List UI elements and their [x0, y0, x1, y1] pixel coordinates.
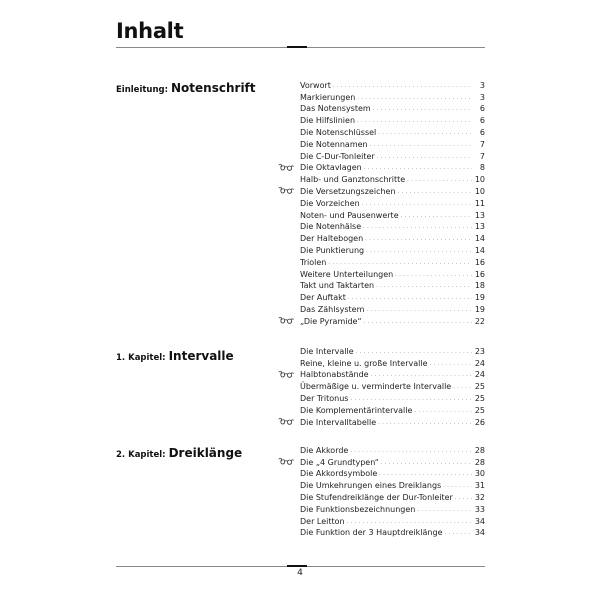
toc-entry	[300, 479, 485, 491]
dot-leader	[355, 347, 472, 357]
glasses-icon	[278, 417, 294, 426]
toc-entry-label: Der Tritonus	[300, 393, 349, 403]
toc-entry-label: Die Notennamen	[300, 139, 368, 149]
toc-entry-page: 16	[472, 270, 485, 280]
dot-leader	[428, 359, 472, 369]
toc-entry-label: Die Stufendreiklänge der Dur-Tonleiter	[300, 492, 453, 502]
toc-entry	[300, 468, 485, 480]
dot-leader	[397, 187, 472, 197]
toc-entry	[300, 150, 485, 162]
top-rule-mark	[287, 46, 307, 48]
toc-entry-label: Der Haltebogen	[300, 234, 364, 244]
toc-entry	[300, 162, 485, 174]
dot-leader	[327, 258, 472, 268]
toc-entry-page: 31	[472, 481, 485, 491]
toc-entry	[300, 527, 485, 539]
dot-leader	[365, 246, 472, 256]
toc-entry-label: Die Akkordsymbole	[300, 469, 378, 479]
toc-entry-label: Die Notenschlüssel	[300, 127, 377, 137]
toc-entry	[300, 221, 485, 233]
toc-list-intervalle	[300, 345, 485, 428]
toc-entry-page: 33	[472, 505, 485, 515]
toc-entry	[300, 114, 485, 126]
toc-entry-label: Die Oktavlagen	[300, 163, 362, 173]
toc-entry-label: Die C-Dur-Tonleiter	[300, 151, 375, 161]
toc-entry	[300, 256, 485, 268]
toc-entry-page: 19	[472, 293, 485, 303]
section-title: Dreiklänge	[168, 446, 243, 460]
toc-list-dreiklaenge	[300, 444, 485, 538]
toc-entry	[300, 103, 485, 115]
toc-entry	[300, 392, 485, 404]
toc-entry-label: Das Zählsystem	[300, 304, 365, 314]
toc-list-einleitung	[300, 79, 485, 327]
dot-leader	[356, 116, 472, 126]
toc-entry-page: 6	[472, 116, 485, 126]
dot-leader	[454, 493, 472, 503]
toc-entry	[300, 232, 485, 244]
glasses-icon	[278, 370, 294, 379]
dot-leader	[442, 481, 472, 491]
glasses-icon	[278, 316, 294, 325]
dot-leader	[363, 317, 472, 327]
toc-entry	[300, 291, 485, 303]
toc-entry-page: 6	[472, 128, 485, 138]
toc-entry-page: 28	[472, 458, 485, 468]
toc-entry-label: Der Leitton	[300, 516, 345, 526]
toc-entry-page: 13	[472, 211, 485, 221]
toc-entry	[300, 280, 485, 292]
dot-leader	[400, 211, 472, 221]
dot-leader	[347, 293, 472, 303]
dot-leader	[375, 281, 472, 291]
toc-entry-label: Übermäßige u. verminderte Intervalle	[300, 382, 452, 392]
toc-entry	[300, 244, 485, 256]
dot-leader	[346, 517, 472, 527]
toc-entry	[300, 79, 485, 91]
toc-entry-page: 25	[472, 382, 485, 392]
toc-entry-page: 30	[472, 469, 485, 479]
toc-entry	[300, 404, 485, 416]
toc-entry-page: 22	[472, 317, 485, 327]
toc-entry-page: 7	[472, 152, 485, 162]
toc-entry-label: Weitere Unterteilungen	[300, 269, 394, 279]
toc-entry-page: 24	[472, 370, 485, 380]
section-title: Notenschrift	[171, 81, 256, 95]
toc-entry-page: 3	[472, 93, 485, 103]
toc-entry	[300, 345, 485, 357]
toc-entry-label: „Die Pyramide“	[300, 316, 362, 326]
toc-entry-label: Die Umkehrungen eines Dreiklangs	[300, 481, 442, 491]
toc-entry-page: 16	[472, 258, 485, 268]
toc-entry-label: Die Hilfslinien	[300, 116, 356, 126]
toc-entry-label: Das Notensystem	[300, 104, 371, 114]
toc-entry-label: Die Komplementärintervalle	[300, 405, 413, 415]
toc-entry-page: 19	[472, 305, 485, 315]
toc-entry-page: 24	[472, 359, 485, 369]
toc-entry-label: Takt und Taktarten	[300, 281, 375, 291]
dot-leader	[332, 81, 472, 91]
toc-entry-page: 25	[472, 406, 485, 416]
glasses-icon	[278, 163, 294, 172]
page-title: Inhalt	[116, 19, 184, 43]
section-heading-intervalle	[116, 345, 292, 364]
toc-entry-page: 34	[472, 517, 485, 527]
toc-entry-label: Die Vorzeichen	[300, 198, 360, 208]
section-title: Intervalle	[168, 349, 234, 363]
dot-leader	[361, 199, 472, 209]
toc-entry-page: 28	[472, 446, 485, 456]
section-heading-einleitung	[116, 77, 292, 96]
glasses-icon	[278, 186, 294, 195]
toc-entry-label: Der Auftakt	[300, 293, 346, 303]
toc-entry-page: 14	[472, 234, 485, 244]
toc-entry-page: 7	[472, 140, 485, 150]
dot-leader	[377, 128, 472, 138]
toc-entry-page: 18	[472, 281, 485, 291]
dot-leader	[370, 370, 472, 380]
dot-leader	[369, 140, 472, 150]
toc-entry-page: 3	[472, 81, 485, 91]
page-number: 4	[297, 568, 303, 578]
toc-entry	[300, 456, 485, 468]
toc-entry-page: 23	[472, 347, 485, 357]
toc-entry-label: Die Akkorde	[300, 445, 349, 455]
toc-entry	[300, 126, 485, 138]
toc-entry	[300, 503, 485, 515]
toc-entry-page: 10	[472, 175, 485, 185]
dot-leader	[394, 270, 472, 280]
toc-entry	[300, 185, 485, 197]
toc-entry-label: Vorwort	[300, 80, 331, 90]
toc-entry	[300, 268, 485, 280]
dot-leader	[349, 394, 472, 404]
toc-entry	[300, 303, 485, 315]
dot-leader	[380, 458, 472, 468]
dot-leader	[377, 418, 472, 428]
toc-entry-label: Die Funktionsbezeichnungen	[300, 504, 416, 514]
toc-entry-page: 11	[472, 199, 485, 209]
toc-entry-label: Die Notenhälse	[300, 222, 362, 232]
dot-leader	[443, 528, 472, 538]
section-prefix: 1. Kapitel:	[116, 353, 166, 363]
toc-entry	[300, 209, 485, 221]
toc-entry-label: Triolen	[300, 257, 327, 267]
toc-entry-label: Die Versetzungszeichen	[300, 186, 396, 196]
dot-leader	[406, 175, 472, 185]
dot-leader	[364, 234, 472, 244]
toc-entry-page: 26	[472, 418, 485, 428]
dot-leader	[413, 406, 472, 416]
toc-entry	[300, 315, 485, 327]
toc-entry	[300, 173, 485, 185]
toc-entry-page: 25	[472, 394, 485, 404]
toc-entry	[300, 444, 485, 456]
toc-entry	[300, 91, 485, 103]
toc-entry	[300, 369, 485, 381]
toc-entry	[300, 416, 485, 428]
toc-entry-page: 14	[472, 246, 485, 256]
toc-entry-label: Die „4 Grundtypen“	[300, 457, 379, 467]
glasses-icon	[278, 457, 294, 466]
toc-entry-label: Halb- und Ganztonschritte	[300, 175, 406, 185]
toc-entry-page: 13	[472, 222, 485, 232]
toc-entry-label: Noten- und Pausenwerte	[300, 210, 399, 220]
toc-entry	[300, 138, 485, 150]
dot-leader	[416, 505, 472, 515]
toc-entry	[300, 197, 485, 209]
dot-leader	[376, 152, 472, 162]
dot-leader	[356, 93, 472, 103]
dot-leader	[363, 163, 472, 173]
section-prefix: Einleitung:	[116, 85, 169, 95]
dot-leader	[365, 305, 472, 315]
toc-entry-label: Halbtonabstände	[300, 370, 369, 380]
toc-entry	[300, 380, 485, 392]
dot-leader	[378, 469, 472, 479]
toc-entry-label: Die Funktion der 3 Hauptdreiklänge	[300, 528, 443, 538]
toc-entry-label: Die Punktierung	[300, 245, 365, 255]
toc-entry-label: Markierungen	[300, 92, 356, 102]
toc-entry-label: Die Intervalle	[300, 346, 354, 356]
dot-leader	[372, 104, 472, 114]
toc-entry-page: 6	[472, 104, 485, 114]
bottom-rule-mark	[287, 565, 307, 567]
section-heading-dreiklaenge	[116, 442, 292, 461]
toc-entry	[300, 515, 485, 527]
toc-entry-page: 8	[472, 163, 485, 173]
toc-entry	[300, 491, 485, 503]
toc-entry-label: Die Intervalltabelle	[300, 417, 377, 427]
dot-leader	[362, 222, 472, 232]
dot-leader	[452, 382, 472, 392]
toc-entry	[300, 357, 485, 369]
dot-leader	[349, 446, 472, 456]
toc-entry-label: Reine, kleine u. große Intervalle	[300, 358, 428, 368]
toc-entry-page: 10	[472, 187, 485, 197]
toc-entry-page: 32	[472, 493, 485, 503]
toc-entry-page: 34	[472, 528, 485, 538]
section-prefix: 2. Kapitel:	[116, 450, 166, 460]
